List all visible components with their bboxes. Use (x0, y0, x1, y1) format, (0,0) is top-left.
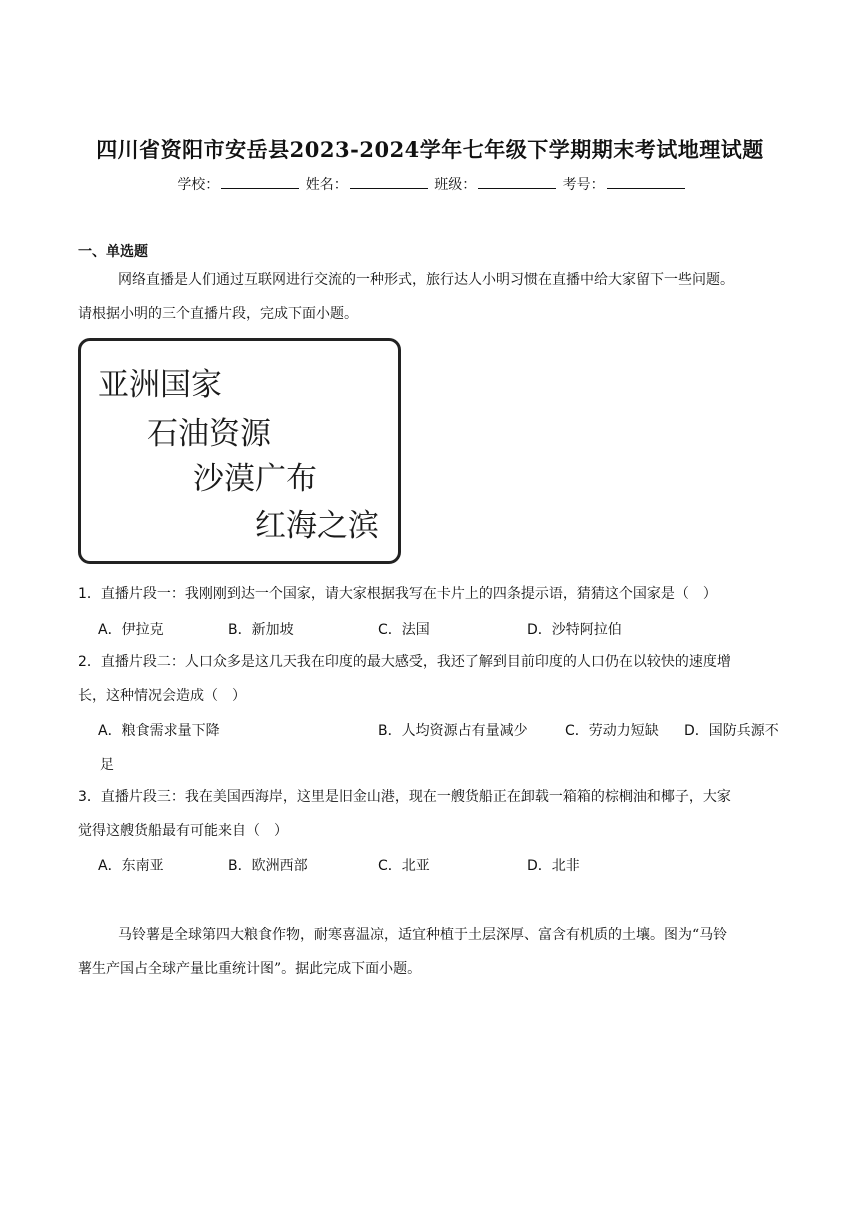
card-hint-1: 亚洲国家 (98, 367, 222, 403)
q2-option-a: A．粮食需求量下降 (98, 723, 220, 739)
q1-option-a: A．伊拉克 (98, 622, 164, 638)
q2-option-b: B．人均资源占有量减少 (378, 723, 528, 739)
q3-option-a: A．东南亚 (98, 858, 164, 874)
question-1: 1．直播片段一：我刚刚到达一个国家，请大家根据我写在卡片上的四条提示语，猜猜这个国家是（ ） (78, 586, 717, 602)
question-3 (78, 780, 786, 848)
name-blank (350, 176, 428, 189)
intro-paragraph (78, 263, 786, 331)
q1-option-c: C．法国 (378, 622, 430, 638)
potato-intro-line-1-text: 马铃薯是全球第四大粮食作物，耐寒喜温凉，适宜种植于土层深厚、富含有机质的土壤。图为“马铃 (118, 927, 728, 943)
question-2-line-2: 长，这种情况会造成（ ） (78, 688, 246, 704)
q3-option-d: D．北非 (527, 858, 580, 874)
card-hint-4: 红海之滨 (255, 508, 379, 544)
q3-option-c: C．北亚 (378, 858, 430, 874)
intro-line-1-text: 网络直播是人们通过互联网进行交流的一种形式，旅行达人小明习惯在直播中给大家留下一些问题。 (118, 272, 734, 288)
page-title: 四川省资阳市安岳县2023-2024学年七年级下学期期末考试地理试题 (96, 137, 764, 162)
potato-intro-line-1 (78, 918, 786, 952)
q2-option-d-wrap: 足 (100, 757, 114, 773)
school-label: 学校： (177, 177, 220, 193)
q1-option-d: D．沙特阿拉伯 (527, 622, 622, 638)
q1-option-b: B．新加坡 (228, 622, 294, 638)
potato-intro-paragraph (78, 918, 786, 986)
potato-intro-line-2: 薯生产国占全球产量比重统计图”。据此完成下面小题。 (78, 961, 422, 977)
class-blank (478, 176, 556, 189)
question-3-line-2: 觉得这艘货船最有可能来自（ ） (78, 823, 288, 839)
student-info-line (0, 174, 860, 194)
question-2-line-1: 2．直播片段二：人口众多是这几天我在印度的最大感受，我还了解到目前印度的人口仍在以较快的速度增 (78, 654, 731, 670)
class-label: 班级： (434, 177, 477, 193)
section-heading: 一、单选题 (78, 244, 148, 260)
card-hint-2: 石油资源 (147, 416, 271, 452)
exam-number-blank (607, 176, 685, 189)
exam-number-label: 考号： (562, 177, 605, 193)
question-2 (78, 645, 786, 713)
card-hint-3: 沙漠广布 (193, 461, 317, 497)
hint-card (78, 338, 401, 564)
question-3-line-1: 3．直播片段三：我在美国西海岸，这里是旧金山港，现在一艘货船正在卸载一箱箱的棕榈油和椰子，大家 (78, 789, 731, 805)
q3-option-b: B．欧洲西部 (228, 858, 308, 874)
name-label: 姓名： (305, 177, 348, 193)
intro-line-2: 请根据小明的三个直播片段，完成下面小题。 (78, 306, 358, 322)
q2-option-d: D．国防兵源不 (684, 723, 779, 739)
school-blank (221, 176, 299, 189)
intro-line-1 (78, 263, 786, 297)
q2-option-c: C．劳动力短缺 (565, 723, 659, 739)
